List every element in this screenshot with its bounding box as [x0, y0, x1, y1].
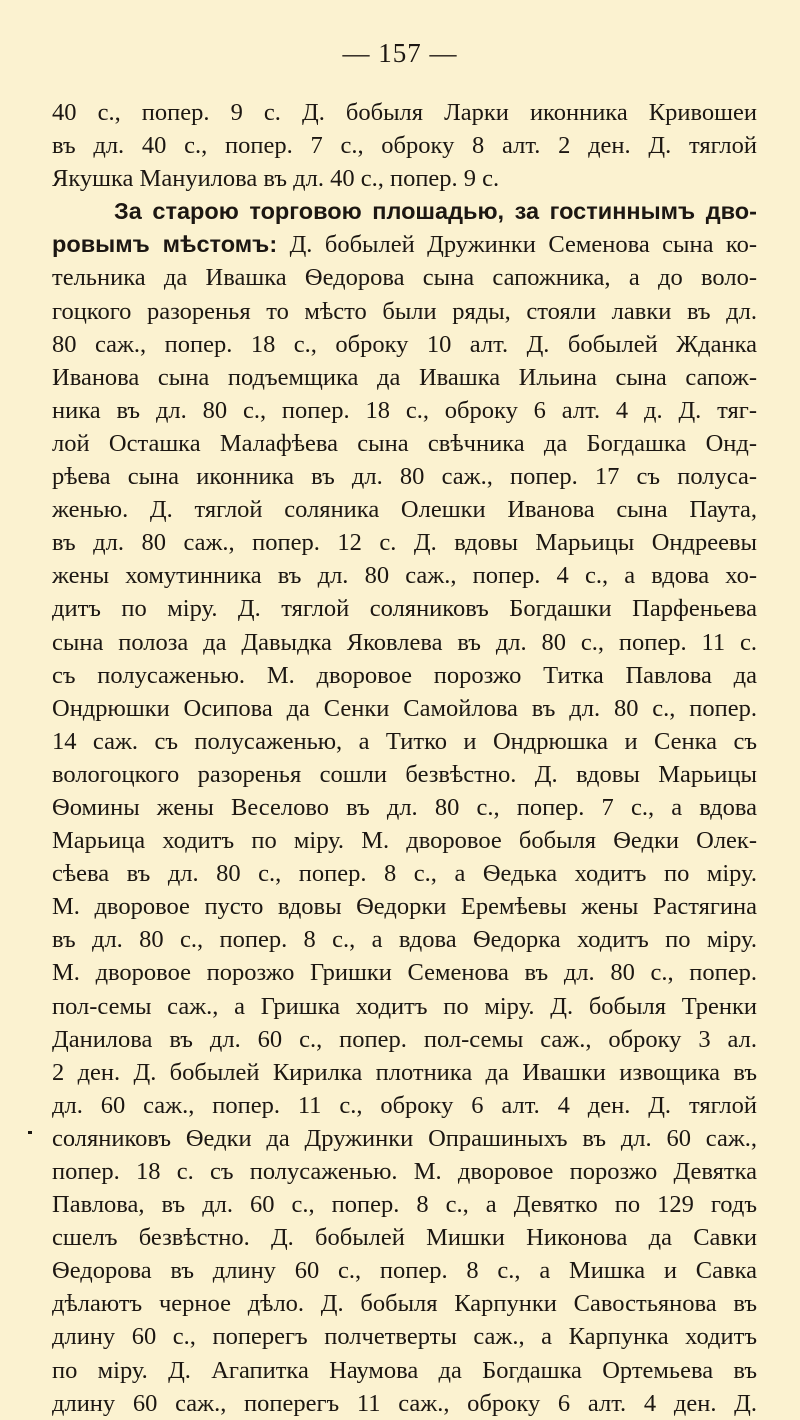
text-line: жены хомутинника въ дл. 80 саж., попер. 4 с., а вдова хо-: [52, 562, 757, 590]
text-line: длину 60 с., поперегъ полчетверты саж., а Карпунка ходитъ: [52, 1323, 757, 1351]
text-line: пол-семы саж., а Гришка ходитъ по міру. Д. бобыля Тренки: [52, 992, 757, 1020]
section-heading: За старою торговою плошадью, за гостиннымъ дво-: [114, 198, 757, 225]
text-line: рѣева сына иконника въ дл. 80 саж., попер. 17 съ полуса-: [52, 463, 757, 491]
text-line: Павлова, въ дл. 60 с., попер. 8 с., а Девятко по 129 годъ: [52, 1191, 757, 1219]
text-block: [52, 96, 757, 1420]
text-line: въ дл. 80 с., попер. 8 с., а вдова Ѳедорка ходитъ по міру.: [52, 926, 757, 954]
section-heading-continued: ровымъ мѣстомъ:: [52, 231, 278, 258]
text-line: дитъ по міру. Д. тяглой соляниковъ Богдашки Парфеньева: [52, 595, 757, 623]
text-line: лой Осташка Малафѣева сына свѣчника да Богдашка Онд-: [52, 429, 757, 457]
text-line: [52, 228, 757, 261]
text-line: съ полусаженью. М. дворовое порозжо Титка Павлова да: [52, 661, 757, 689]
text-line: длину 60 саж., поперегъ 11 саж., обpоку 6 алт. 4 ден. Д.: [52, 1389, 757, 1417]
text-line: женью. Д. тяглой соляника Олешки Иванова сына Паута,: [52, 496, 757, 524]
text-line: сына полоза да Давыдка Яковлева въ дл. 80 с., попер. 11 с.: [52, 628, 757, 656]
text-line: вологоцкого разоренья сошли безвѣстно. Д. вдовы Марьицы: [52, 760, 757, 788]
text-line: Ѳомины жены Веселово въ дл. 80 с., попер. 7 с., а вдова: [52, 793, 757, 821]
page-number: — 157 —: [342, 38, 458, 68]
text-line: 40 с., попер. 9 с. Д. бобыля Ларки иконника Кривошеи: [52, 99, 757, 126]
text-line: сѣева въ дл. 80 с., попер. 8 с., а Ѳедька ходитъ по міру.: [52, 860, 757, 888]
text-line: ника въ дл. 80 с., попер. 18 с., обpоку 6 алт. 4 д. Д. тяг-: [52, 396, 757, 424]
text-line: дл. 60 саж., попер. 11 с., обpоку 6 алт. 4 ден. Д. тяглой: [52, 1091, 757, 1119]
text-line: Ѳедорова въ длину 60 с., попер. 8 с., а Мишка и Савка: [52, 1257, 757, 1285]
text-line: Ондрюшки Осипова да Сенки Самойлова въ дл. 80 с., попер.: [52, 694, 757, 722]
text-line: попер. 18 с. съ полусаженью. М. дворовое порозжо Девятка: [52, 1158, 757, 1185]
text-line: по міру. Д. Агапитка Наумова да Богдашка Ортемьева въ: [52, 1356, 757, 1384]
text-line: 14 саж. съ полусаженью, а Титко и Ондрюшка и Сенка съ: [52, 727, 757, 755]
text-line: 2 ден. Д. бобылей Кирилка плотника да Ивашки извощика въ: [52, 1058, 757, 1086]
text-line: Данилова въ дл. 60 с., попер. пол-семы саж., обpоку 3 ал.: [52, 1025, 757, 1053]
text-line: сшелъ безвѣстно. Д. бобылей Мишки Никонова да Савки: [52, 1224, 757, 1252]
margin-mark: [28, 1131, 32, 1134]
text-line: въ дл. 40 с., попер. 7 с., оброку 8 алт. 2 ден. Д. тяглой: [52, 132, 757, 160]
text-line: М. дворовое порозжо Гришки Семенова въ дл. 80 с., попер.: [52, 959, 757, 987]
text-line: въ дл. 80 саж., попер. 12 с. Д. вдовы Марьицы Ондреевы: [52, 529, 757, 557]
text-line-continuation: Д. бобылей Дружинки Семенова сына ко-: [277, 231, 757, 259]
text-line: дѣлаютъ черное дѣло. Д. бобыля Карпунки Савостьянова въ: [52, 1290, 757, 1318]
section-heading-line: [52, 195, 757, 228]
text-line: гоцкого разоренья то мѣсто были ряды, стояли лавки въ дл.: [52, 297, 757, 325]
text-line: Марьица ходитъ по міру. М. дворовое бобыля Ѳедки Олек-: [52, 827, 757, 855]
text-line: Якушка Мануилова въ дл. 40 с., попер. 9 с.: [52, 165, 500, 193]
text-line: 80 саж., попер. 18 с., обpоку 10 алт. Д. бобылей Жданка: [52, 330, 757, 358]
text-line: тельника да Ивашка Ѳедорова сына сапожника, а до воло-: [52, 264, 757, 292]
text-line: Иванова сына подъемщика да Ивашка Ильина сына сапож-: [52, 363, 757, 391]
text-line: М. дворовое пусто вдовы Ѳедорки Еремѣевы жены Растягина: [52, 893, 757, 921]
text-line: соляниковъ Ѳедки да Дружинки Опрашиныхъ въ дл. 60 саж.,: [52, 1124, 757, 1152]
